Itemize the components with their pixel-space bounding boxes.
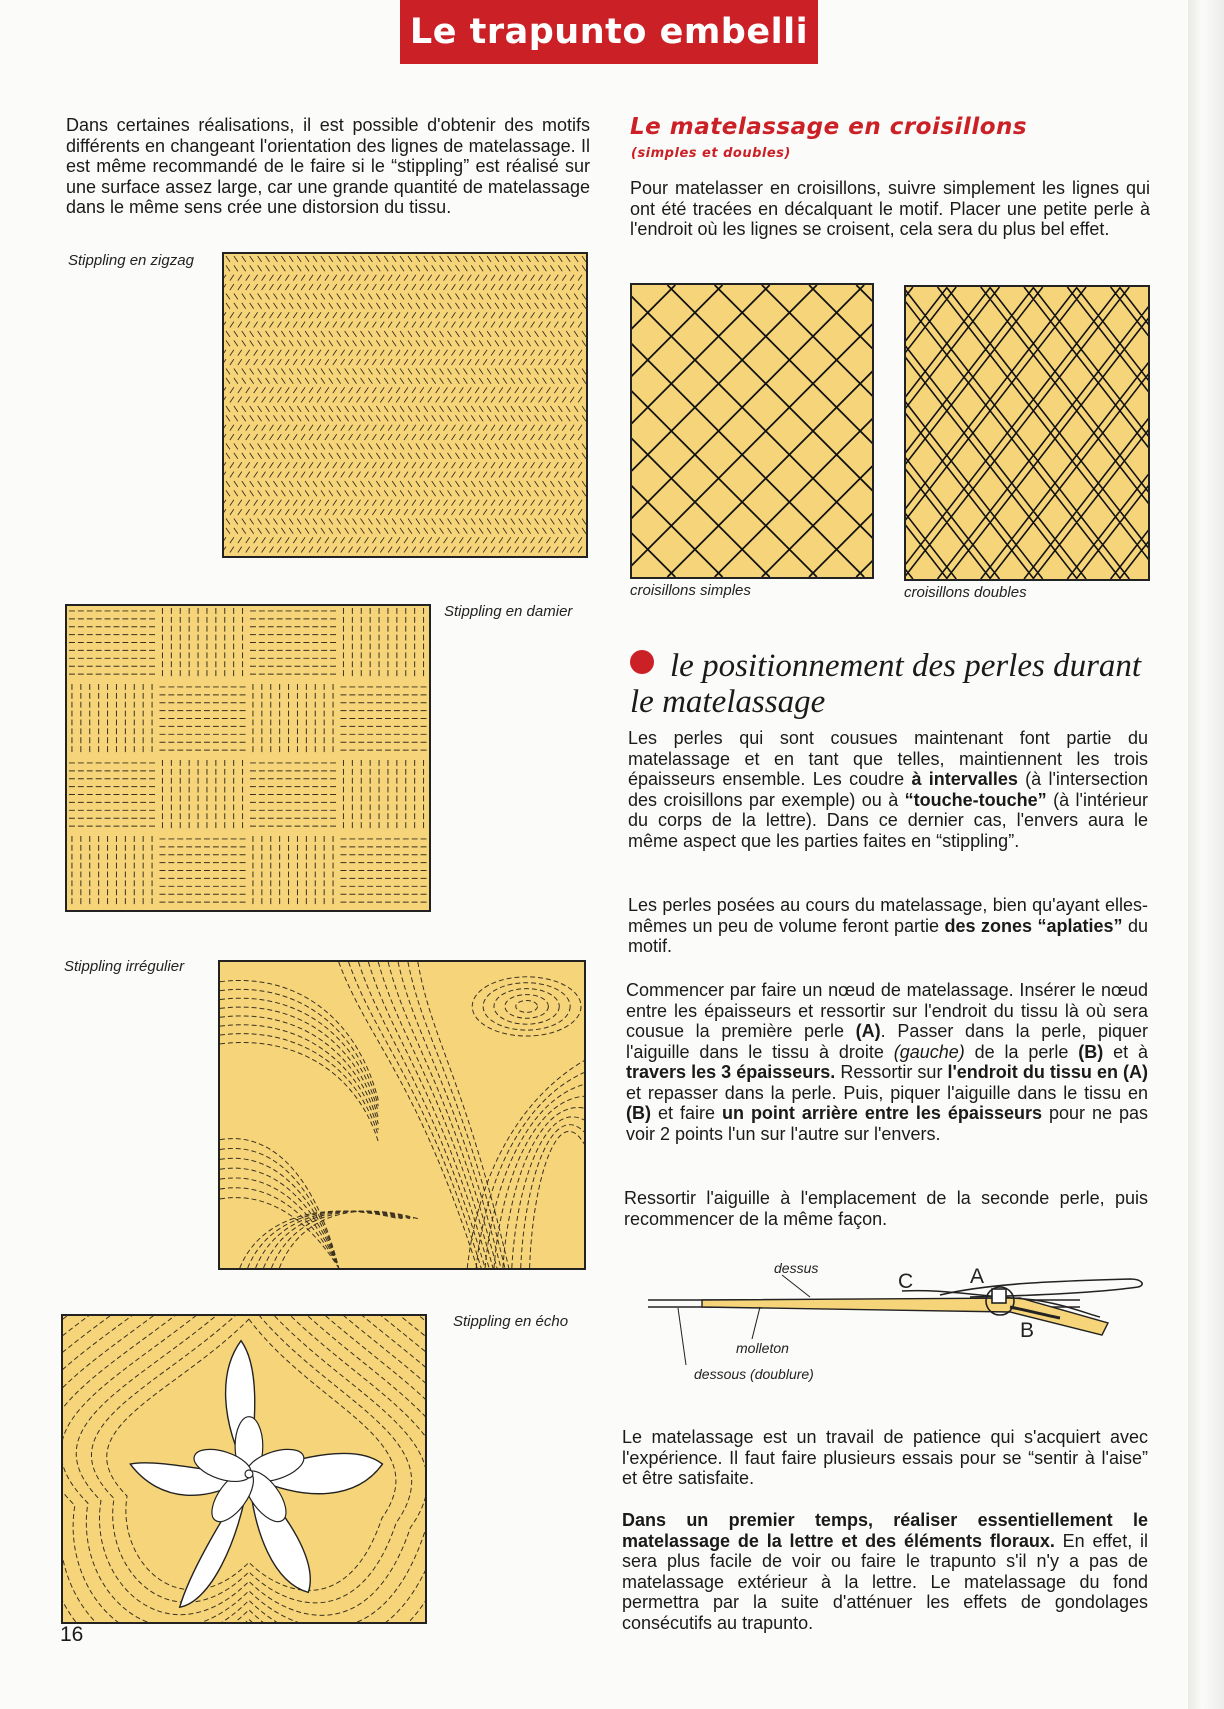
bead-icon — [992, 1289, 1006, 1303]
perles-paragraph-2: Les perles posées au cours du matelassage, bien qu'ayant elles-mêmes un peu de volume feront partie des zones “aplaties” du motif. — [628, 895, 1148, 956]
caption-simples: croisillons simples — [630, 582, 751, 599]
page-number: 16 — [60, 1623, 84, 1646]
section-title-perles — [630, 648, 1150, 720]
croisillons-doubles-panel — [904, 285, 1150, 581]
intro-paragraph: Dans certaines réalisations, il est possible d'obtenir des motifs différents en changeant l'orientation des lignes de matelassage. Il est même recommandé de le faire si le “stippling” est réalisé sur une surface assez large, car une grande quantité de matelassage dans le même sens crée une distorsion du tissu. — [66, 115, 590, 217]
bead-stitch-diagram — [640, 1255, 1160, 1385]
conclusion-paragraph-1: Le matelassage est un travail de patience qui s'acquiert avec l'expérience. Il faut faire plusieurs essais pour se “sentir à l'aise” et être satisfaite. — [622, 1427, 1148, 1488]
label-b: B — [1020, 1319, 1035, 1342]
section-title-croisillons: Le matelassage en croisillons — [630, 114, 1028, 140]
label-a: A — [970, 1265, 985, 1288]
stippling-damier-panel — [65, 604, 431, 912]
section-subtitle-croisillons: (simples et doubles) — [631, 146, 791, 161]
perles-paragraph-4: Ressortir l'aiguille à l'emplacement de la seconde perle, puis recommencer de la même façon. — [624, 1188, 1148, 1229]
page-edge-shadow — [1188, 0, 1224, 1709]
croisillons-paragraph: Pour matelasser en croisillons, suivre simplement les lignes qui ont été tracées en décalquant le motif. Placer une petite perle à l'endroit où les lignes se croisent, cela sera du plus bel effet. — [630, 178, 1150, 239]
page-title: Le trapunto embelli — [400, 0, 818, 64]
label-dessus: dessus — [774, 1260, 819, 1276]
caption-zigzag: Stippling en zigzag — [68, 252, 194, 269]
conclusion-paragraph-2: Dans un premier temps, réaliser essentiellement le matelassage de la lettre et des éléments floraux. En effet, il sera plus facile de voir ou faire le trapunto s'il n'y a pas de matelassage extérieur à la lettre. Le matelassage du fond permettra par la suite d'atténuer les effets de gondolages consécutifs au trapunto. — [622, 1510, 1149, 1633]
red-bullet-icon — [630, 650, 654, 674]
label-molleton: molleton — [736, 1340, 789, 1356]
perles-paragraph-1: Les perles qui sont cousues maintenant font partie du matelassage et en tant que telles, maintiennent les trois épaisseurs ensemble. Les coudre à intervalles (à l'intersection des croisillons par exemple) ou à “touche-touche” (à l'intérieur du corps de la lettre). Dans ce dernier cas, l'envers aura le même aspect que les parties faites en “stippling”. — [628, 728, 1148, 851]
perles-paragraph-3: Commencer par faire un nœud de matelassage. Insérer le nœud entre les épaisseurs et ressortir sur l'endroit du tissu là où sera cousue la première perle (A). Passer dans la perle, piquer l'aiguille dans le tissu à droite (gauche) de la perle (B) et à travers les 3 épaisseurs. Ressortir sur l'endroit du tissu en (A) et repasser dans la perle. Puis, piquer l'aiguille dans le tissu en (B) et faire un point arrière entre les épaisseurs pour ne pas voir 2 points l'un sur l'autre sur l'envers. — [626, 980, 1149, 1144]
label-dessous: dessous (doublure) — [694, 1366, 814, 1382]
caption-echo: Stippling en écho — [453, 1313, 569, 1330]
caption-doubles: croisillons doubles — [904, 584, 1027, 601]
caption-irregulier: Stippling irrégulier — [64, 958, 185, 975]
stippling-irregulier-panel — [218, 960, 586, 1270]
croisillons-simples-panel — [630, 283, 874, 579]
stippling-zigzag-panel — [222, 252, 588, 558]
caption-damier: Stippling en damier — [444, 603, 573, 620]
section-title-perles-text: le positionnement des perles durant le matelassage — [630, 648, 1142, 720]
label-c: C — [898, 1270, 914, 1293]
stippling-echo-panel — [61, 1314, 427, 1624]
